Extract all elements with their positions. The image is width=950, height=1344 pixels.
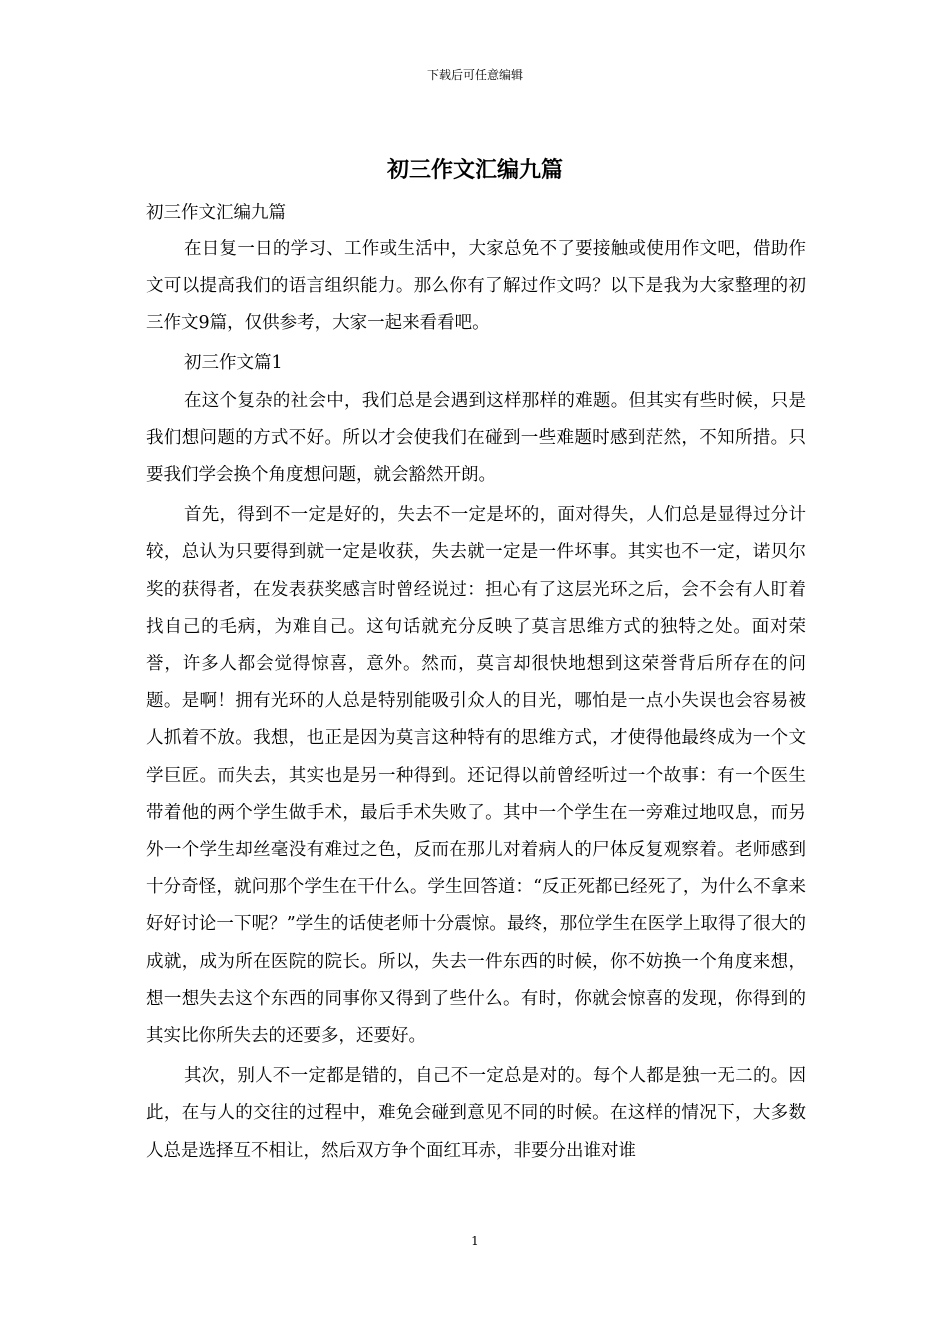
body-paragraph: 首先，得到不一定是好的，失去不一定是坏的，面对得失，人们总是显得过分计较，总认为只要得到就一定是收获，失去就一定是一件坏事。其实也不一定，诺贝尔奖的获得者，在发表获奖感言时曾经说过：担心有了这层光环之后，会不会有人盯着找自己的毛病，为难自己。这句话就充分反映了莫言思维方式的独特之处。面对荣誉，许多人都会觉得惊喜，意外。然而，莫言却很快地想到这荣誉背后所存在的问题。是啊！拥有光环的人总是特别能吸引众人的目光，哪怕是一点小失误也会容易被人抓着不放。我想，也正是因为莫言这种特有的思维方式，才使得他最终成为一个文学巨匠。而失去，其实也是另一种得到。还记得以前曾经听过一个故事：有一个医生带着他的两个学生做手术，最后手术失败了。其中一个学生在一旁难过地叹息，而另外一个学生却丝毫没有难过之色，反而在那儿对着病人的尸体反复观察着。老师感到十分奇怪，就问那个学生在干什么。学生回答道：“反正死都已经死了，为什么不拿来好好讨论一下呢？”学生的话使老师十分震惊。最终，那位学生在医学上取得了很大的成就，成为所在医院的院长。所以，失去一件东西的时候，你不妨换一个角度来想，想一想失去这个东西的同事你又得到了些什么。有时，你就会惊喜的发现，你得到的其实比你所失去的还要多，还要好。 xyxy=(146,505,806,1047)
page-header: 下载后可任意编辑 xyxy=(426,68,523,82)
body-paragraph: 其次，别人不一定都是错的，自己不一定总是对的。每个人都是独一无二的。因此，在与人的交往的过程中，难免会碰到意见不同的时候。在这样的情况下，大多数人总是选择互不相让，然后双方争个面红耳赤，非要分出谁对谁 xyxy=(146,1066,806,1161)
document-title: 初三作文汇编九篇 xyxy=(386,157,563,183)
body-paragraph: 在这个复杂的社会中，我们总是会遇到这样那样的难题。但其实有些时候，只是我们想问题的方式不好。所以才会使我们在碰到一些难题时感到茫然，不知所措。只要我们学会换个角度想问题，就会豁然开朗。 xyxy=(146,390,806,486)
document-body xyxy=(146,197,806,1173)
document-subtitle: 初三作文汇编九篇 xyxy=(146,203,286,223)
section-title: 初三作文篇1 xyxy=(184,352,283,373)
intro-paragraph: 在日复一日的学习、工作或生活中，大家总免不了要接触或使用作文吧，借助作文可以提高我们的语言组织能力。那么你有了解过作文吗？以下是我为大家整理的初三作文9篇，仅供参考，大家一起来看看吧。 xyxy=(146,239,806,334)
page-number: 1 xyxy=(471,1234,479,1248)
